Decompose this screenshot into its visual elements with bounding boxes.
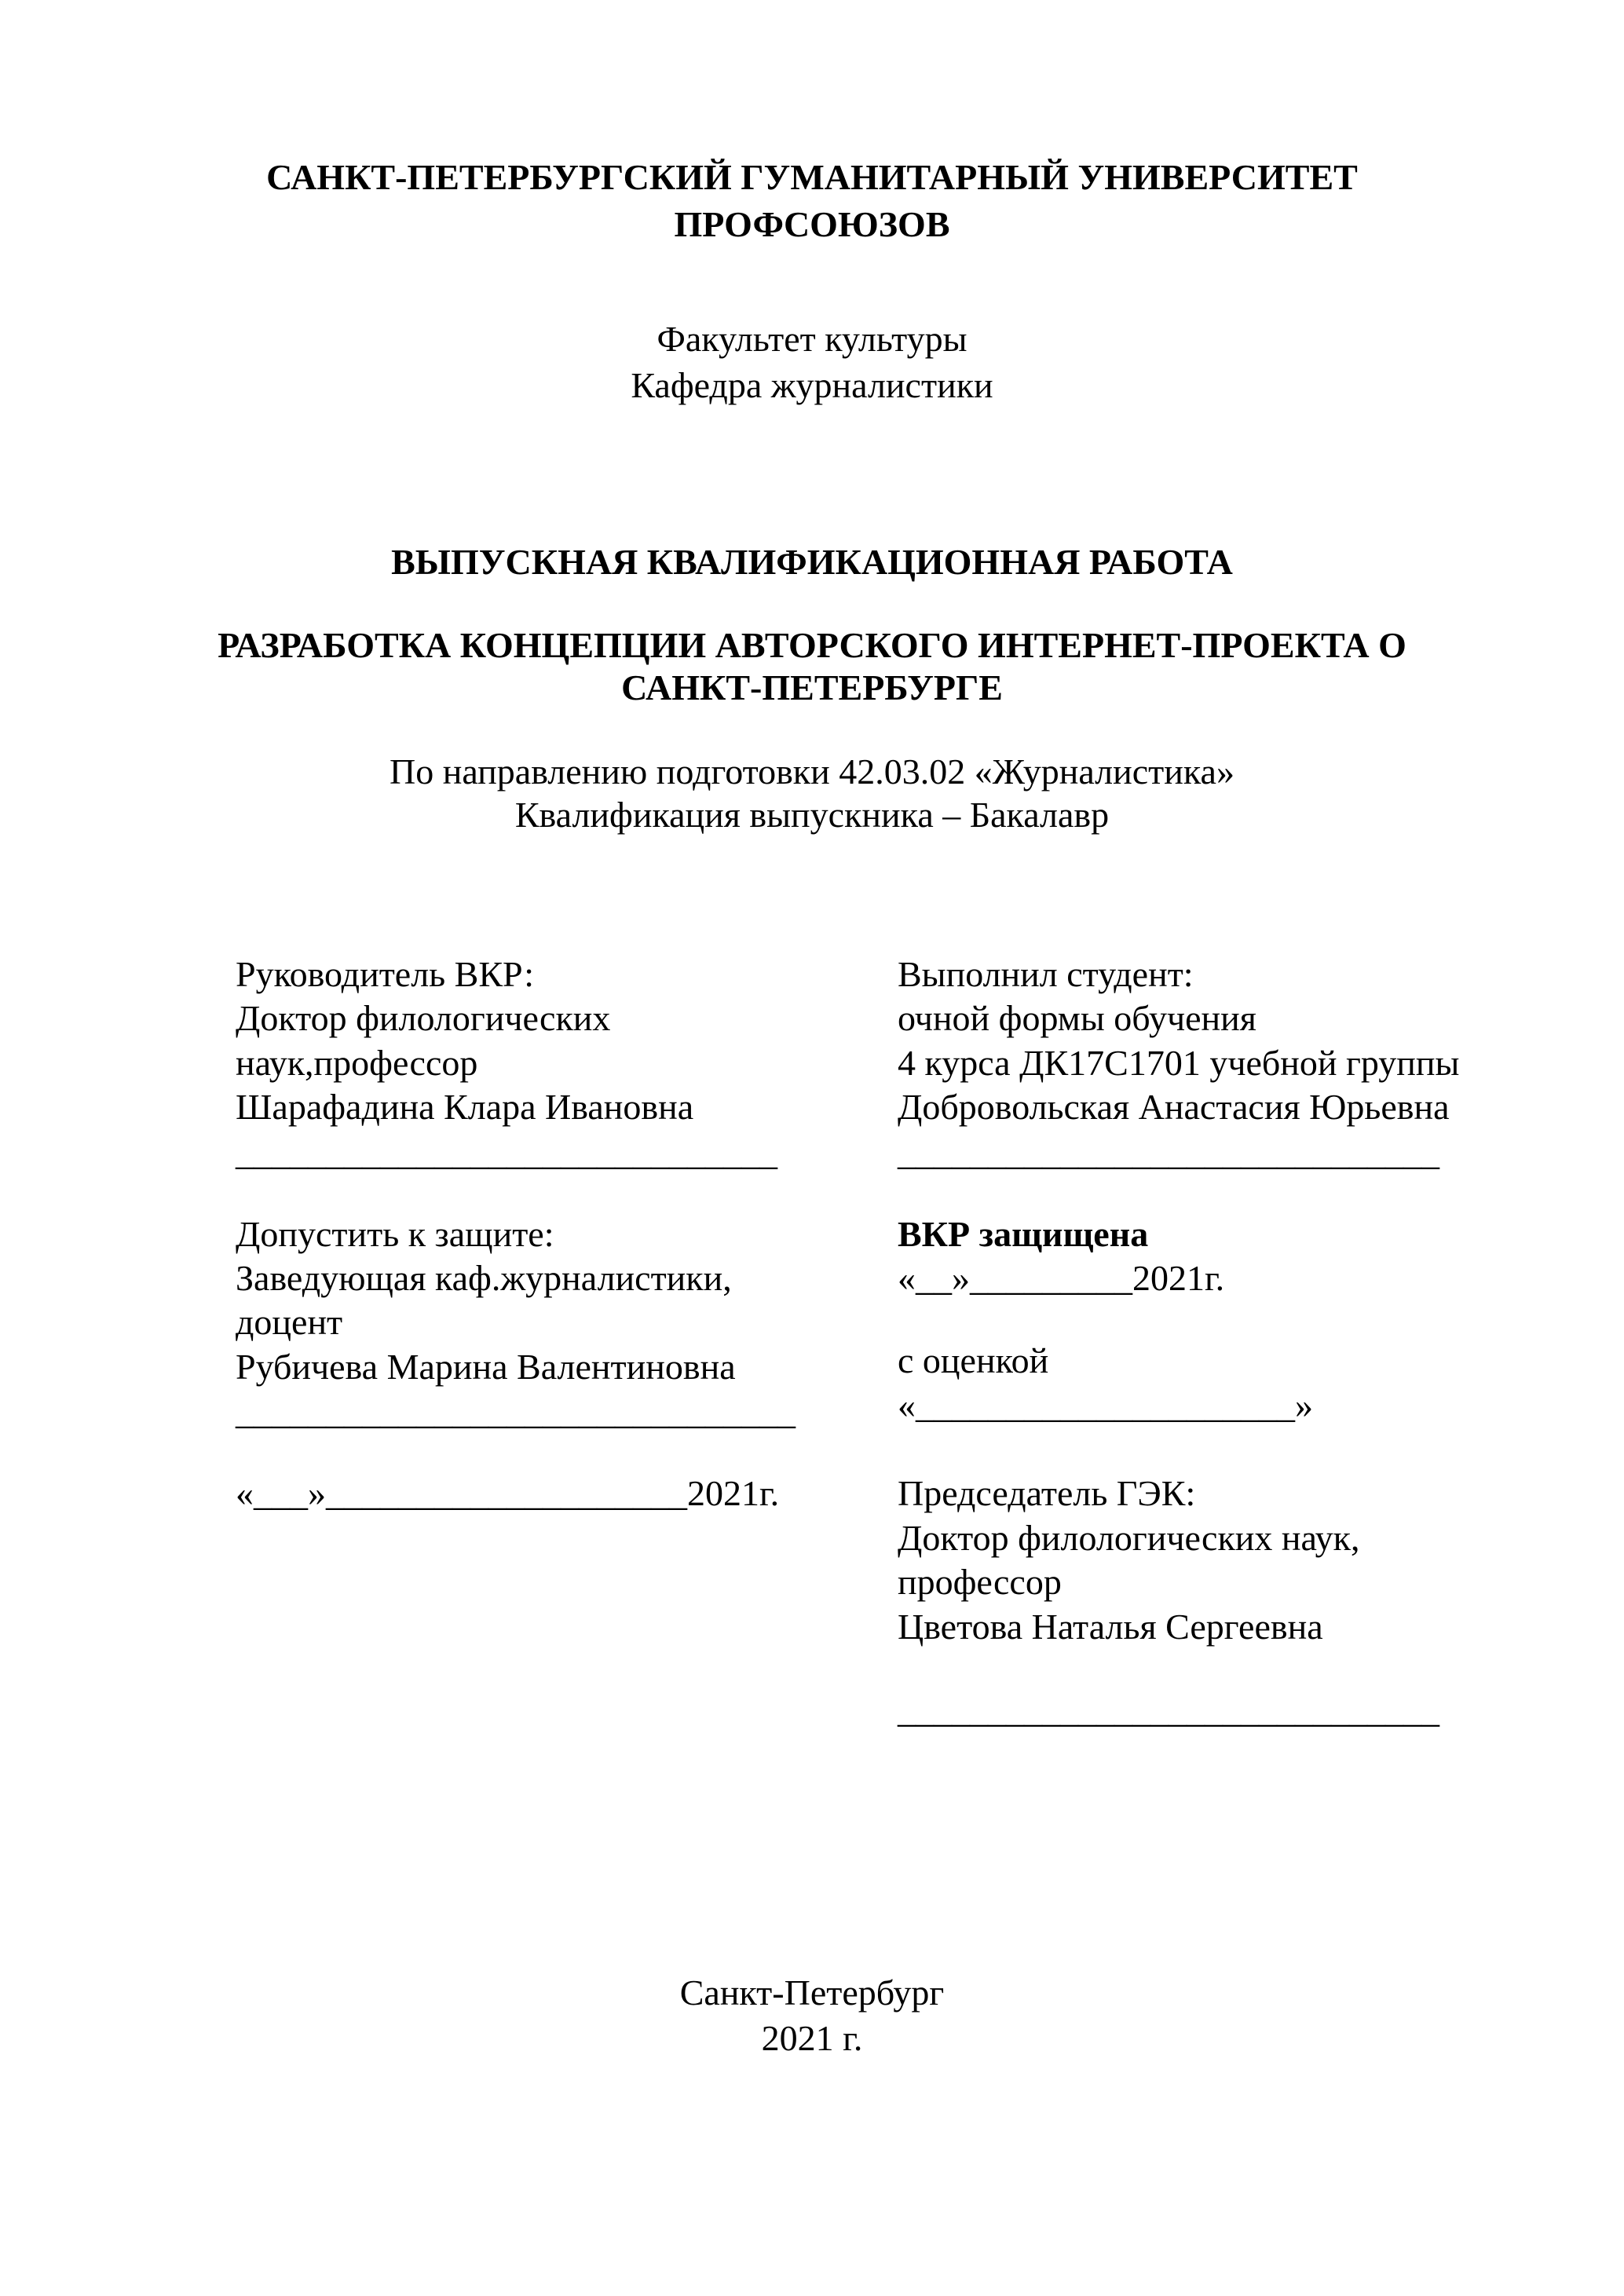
chair-signature-line: ______________________________ [898,1690,1439,1730]
admission-date: «___»____________________2021г. [236,1473,780,1513]
work-type: ВЫПУСКНАЯ КВАЛИФИКАЦИОННАЯ РАБОТА [391,542,1233,582]
qualification: Квалификация выпускника – Бакалавр [514,795,1110,835]
admission-name: Рубичева Марина Валентиновна [236,1347,736,1387]
footer-city: Санкт-Петербург [679,1972,945,2013]
defense-date: «__»_________2021г. [898,1258,1225,1298]
student-signature-line: ______________________________ [898,1132,1439,1172]
grade-label: с оценкой [898,1340,1049,1380]
department: Кафедра журналистики [631,365,993,405]
student-label: Выполнил студент: [898,954,1194,994]
work-title-line2: САНКТ-ПЕТЕРБУРГЕ [621,667,1003,707]
student-name: Добровольская Анастасия Юрьевна [898,1087,1450,1127]
university-name-line2: ПРОФСОЮЗОВ [674,204,950,244]
admission-label: Допустить к защите: [236,1214,554,1254]
chair-title: профессор [898,1562,1062,1602]
chair-label: Председатель ГЭК: [898,1473,1196,1513]
supervisor-degree: Доктор филологических [236,998,611,1038]
supervisor-label: Руководитель ВКР: [236,954,535,994]
footer-year: 2021 г. [761,2018,863,2058]
supervisor-signature-line: ______________________________ [236,1132,777,1172]
work-title-line1: РАЗРАБОТКА КОНЦЕПЦИИ АВТОРСКОГО ИНТЕРНЕТ-ПРОЕКТА О [218,625,1406,665]
defense-label: ВКР защищена [898,1214,1149,1254]
faculty: Факультет культуры [657,319,967,359]
study-direction: По направлению подготовки 42.03.02 «Журналистика» [390,751,1234,792]
student-study-form: очной формы обучения [898,998,1256,1038]
admission-position: Заведующая каф.журналистики, [236,1258,732,1298]
chair-degree: Доктор филологических наук, [898,1518,1360,1558]
admission-title: доцент [236,1302,343,1342]
chair-name: Цветова Наталья Сергеевна [898,1607,1323,1647]
supervisor-title: наук,профессор [236,1043,478,1083]
grade-field: «_____________________» [898,1385,1313,1425]
admission-signature-line: _______________________________ [236,1391,796,1431]
university-name-line1: САНКТ-ПЕТЕРБУРГСКИЙ ГУМАНИТАРНЫЙ УНИВЕРСИТЕТ [266,157,1358,197]
supervisor-name: Шарафадина Клара Ивановна [236,1087,694,1127]
student-group: 4 курса ДК17С1701 учебной группы [898,1043,1460,1083]
